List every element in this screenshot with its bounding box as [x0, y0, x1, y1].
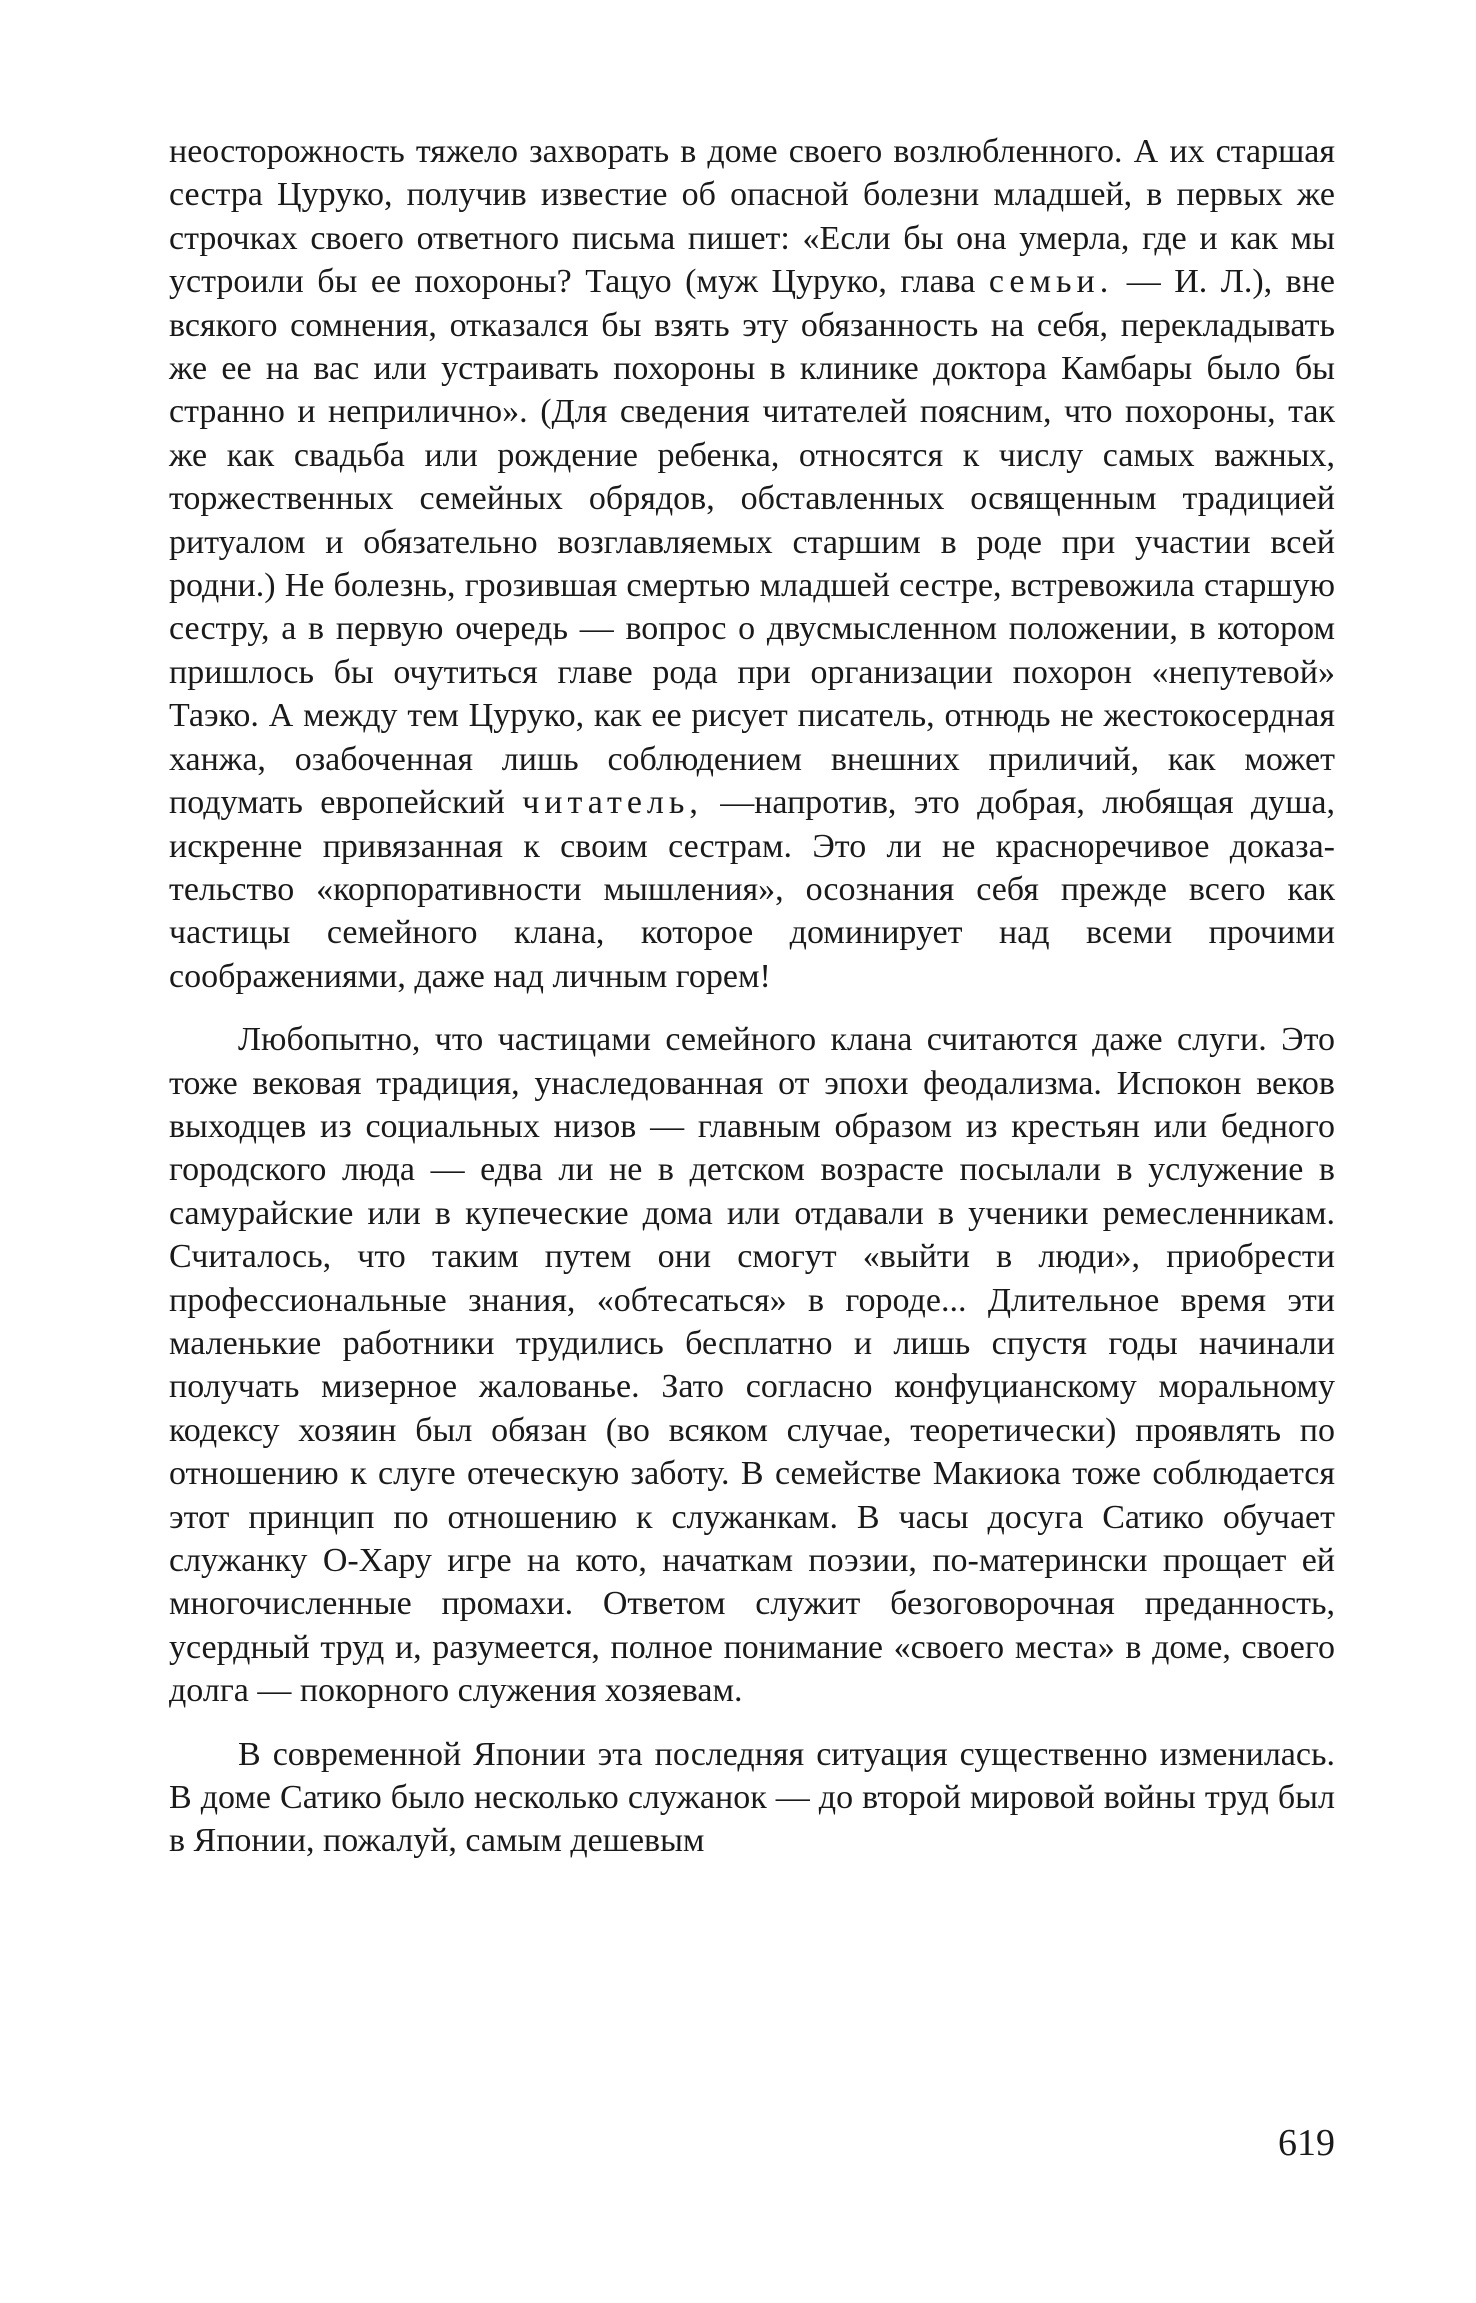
page-body — [169, 130, 1335, 1863]
paragraph-3: В современной Японии эта последняя ситуация существенно изменилась. В доме Сатико было несколько служанок — до второй мировой войны труд был в Японии, пожалуй, самым дешевым — [169, 1735, 1335, 1860]
paragraph-1 — [169, 130, 1335, 998]
paragraph-1-part-1: неосторожность тяжело захворать в доме своего возлюбленного. А их старшая сестра Цуруко, получив известие об опасной болезни младшей, в первых же строчках своего ответного письма пишет: «Если бы она умерла, где и как мы устроили бы ее похороны? Тацуо (муж Цуруко, глава — [169, 133, 1335, 301]
paragraph-1-spaced-word-1: семьи. — [988, 263, 1114, 301]
paragraph-1-part-2: — И. Л.), вне всякого сомнения, отказался бы взять эту обязанность на себя, перекладывать же ее на вас или устраивать похороны в клинике доктора Камбары было бы странно и неприлично». (Для сведения читателей поясним, что похороны, так же как свадьба или рождение ребенка, относятся к числу самых важных, торжественных семейных обрядов, обставленных освященным традицией ритуалом и обязательно возглавляемых старшим в роде при участии всей родни.) Не болезнь, грозившая смертью младшей сестре, встревожила старшую сестру, а в первую очередь — вопрос о двусмысленном положении, в котором пришлось бы очутиться главе рода при организации похорон «непутевой» Таэко. А между тем Цуруко, как ее рисует писатель, отнюдь не жестокосердная ханжа, озабоченная лишь соблюдением внешних приличий, как может подумать европейский — [169, 263, 1335, 822]
paragraph-1-spaced-word-2: читатель, — [522, 784, 703, 822]
paragraph-2: Любопытно, что частицами семейного клана считаются даже слуги. Это тоже вековая традиция, унаследованная от эпохи феодализма. Испокон веков выходцев из социальных низов — главным образом из крестьян или бедного городского люда — едва ли не в детском возрасте посылали в услужение в самурайские или в купеческие дома или отдавали в ученики ремесленникам. Считалось, что таким путем они смогут «выйти в люди», приобрести профессиональные знания, «обтесаться» в городе... Длительное время эти маленькие работники трудились бесплатно и лишь спустя годы начинали получать мизерное жалованье. Зато согласно конфуцианскому моральному кодексу хозяин был обязан (во всяком случае, теоретически) проявлять по отношению к слуге отеческую заботу. В семействе Макиока тоже соблюдается этот принцип по отношению к служанкам. В часы досуга Сатико обучает служанку О-Хару игре на кото, начаткам поэзии, по-матерински прощает ей многочисленные промахи. Ответом служит безоговорочная преданность, усердный труд и, разумеется, полное понимание «своего места» в доме, своего долга — покорного служения хозяевам. — [169, 1021, 1335, 1710]
page-number: 619 — [1278, 2122, 1335, 2164]
paragraph-1-part-3: —напротив, это добрая, любящая душа, искренне привязанная к своим сестрам. Это ли не красноречивое доказательство «корпоративности мышления», осознания себя прежде всего как частицы семейного клана, которое доминирует над всеми прочими соображениями, даже над личным горем! — [169, 784, 1335, 995]
